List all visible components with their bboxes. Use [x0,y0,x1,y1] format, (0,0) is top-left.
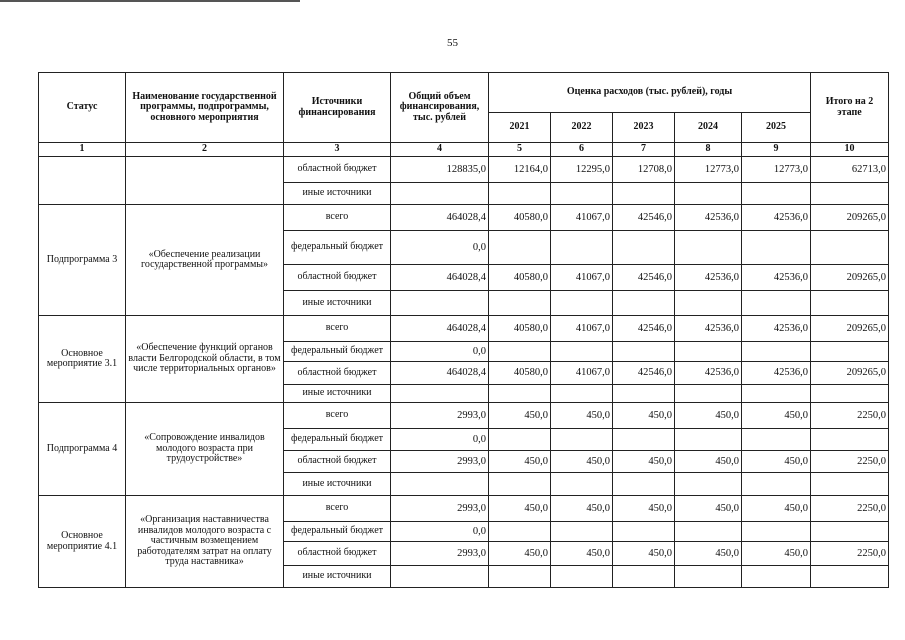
funding-source-cell: всего [284,316,391,342]
column-number: 8 [675,143,742,157]
amount-cell [675,522,742,542]
funding-source-cell: областной бюджет [284,265,391,291]
funding-source-cell: федеральный бюджет [284,429,391,451]
amount-cell: 450,0 [551,403,613,429]
amount-cell: 41067,0 [551,362,613,385]
header-name: Наименование государственной программы, подпрограммы, основного мероприятия [126,73,284,143]
amount-cell: 2993,0 [391,496,489,522]
amount-cell: 450,0 [489,451,551,473]
amount-cell: 464028,4 [391,362,489,385]
funding-source-cell: всего [284,496,391,522]
amount-cell [613,183,675,205]
amount-cell [613,473,675,496]
amount-cell [489,231,551,265]
amount-cell: 209265,0 [811,265,889,291]
amount-cell [742,473,811,496]
table-row [39,316,889,342]
status-cell: Подпрограмма 3 [39,205,126,316]
amount-cell [489,429,551,451]
amount-cell: 40580,0 [489,362,551,385]
header-total: Общий объем финансирования, тыс. рублей [391,73,489,143]
amount-cell: 0,0 [391,429,489,451]
program-name-cell: «Сопровождение инвалидов молодого возраста при трудоустройстве» [126,403,284,496]
amount-cell [551,473,613,496]
amount-cell: 450,0 [675,403,742,429]
funding-source-cell: областной бюджет [284,451,391,473]
amount-cell [551,385,613,403]
column-number: 9 [742,143,811,157]
column-numbers-row [39,143,889,157]
amount-cell [489,473,551,496]
amount-cell [811,385,889,403]
funding-source-cell: иные источники [284,473,391,496]
amount-cell: 2250,0 [811,496,889,522]
amount-cell [811,291,889,316]
column-number: 6 [551,143,613,157]
amount-cell [742,566,811,588]
amount-cell [391,291,489,316]
amount-cell: 450,0 [742,496,811,522]
amount-cell: 450,0 [675,451,742,473]
program-name-cell [126,157,284,205]
funding-source-cell: областной бюджет [284,362,391,385]
column-number: 1 [39,143,126,157]
status-cell: Основное мероприятие 4.1 [39,496,126,588]
header-year: 2022 [551,113,613,143]
amount-cell: 12773,0 [675,157,742,183]
amount-cell: 450,0 [613,403,675,429]
amount-cell: 450,0 [742,403,811,429]
amount-cell [742,231,811,265]
amount-cell [675,291,742,316]
amount-cell [675,231,742,265]
program-name-cell: «Обеспечение реализации государственной программы» [126,205,284,316]
funding-source-cell: областной бюджет [284,542,391,566]
amount-cell: 2250,0 [811,542,889,566]
header-year: 2021 [489,113,551,143]
amount-cell: 42536,0 [742,205,811,231]
amount-cell: 209265,0 [811,316,889,342]
amount-cell [675,385,742,403]
amount-cell: 12773,0 [742,157,811,183]
amount-cell [675,473,742,496]
amount-cell [489,183,551,205]
amount-cell [811,522,889,542]
amount-cell [742,291,811,316]
page-number: 55 [447,37,458,49]
amount-cell: 450,0 [675,542,742,566]
amount-cell: 41067,0 [551,205,613,231]
amount-cell [811,566,889,588]
amount-cell: 42536,0 [675,316,742,342]
amount-cell [742,183,811,205]
amount-cell: 450,0 [551,451,613,473]
amount-cell [613,342,675,362]
amount-cell [613,385,675,403]
amount-cell [391,566,489,588]
amount-cell: 40580,0 [489,205,551,231]
amount-cell [675,183,742,205]
amount-cell [391,385,489,403]
amount-cell: 62713,0 [811,157,889,183]
amount-cell [742,429,811,451]
funding-source-cell: иные источники [284,385,391,403]
amount-cell [742,522,811,542]
amount-cell: 2993,0 [391,403,489,429]
amount-cell: 450,0 [613,542,675,566]
amount-cell [613,231,675,265]
funding-source-cell: федеральный бюджет [284,342,391,362]
column-number: 10 [811,143,889,157]
amount-cell: 464028,4 [391,205,489,231]
amount-cell: 0,0 [391,522,489,542]
funding-source-cell: иные источники [284,291,391,316]
column-number: 7 [613,143,675,157]
amount-cell [551,183,613,205]
amount-cell [551,231,613,265]
status-cell: Подпрограмма 4 [39,403,126,496]
header-row-top [39,73,889,113]
amount-cell: 450,0 [489,403,551,429]
amount-cell [489,385,551,403]
amount-cell [675,429,742,451]
amount-cell: 450,0 [551,542,613,566]
amount-cell: 42536,0 [742,362,811,385]
amount-cell: 464028,4 [391,265,489,291]
amount-cell [675,566,742,588]
amount-cell [489,291,551,316]
header-year: 2023 [613,113,675,143]
amount-cell: 12295,0 [551,157,613,183]
status-cell: Основное мероприятие 3.1 [39,316,126,403]
amount-cell: 450,0 [742,451,811,473]
amount-cell: 2993,0 [391,451,489,473]
amount-cell: 12164,0 [489,157,551,183]
header-status: Статус [39,73,126,143]
amount-cell [551,291,613,316]
status-cell [39,157,126,205]
amount-cell: 2250,0 [811,403,889,429]
funding-source-cell: иные источники [284,566,391,588]
amount-cell: 128835,0 [391,157,489,183]
column-number: 5 [489,143,551,157]
amount-cell [613,522,675,542]
amount-cell: 450,0 [489,542,551,566]
amount-cell: 42546,0 [613,362,675,385]
amount-cell: 41067,0 [551,316,613,342]
amount-cell [811,429,889,451]
amount-cell [391,473,489,496]
amount-cell: 0,0 [391,342,489,362]
amount-cell: 209265,0 [811,205,889,231]
amount-cell [613,566,675,588]
amount-cell: 42546,0 [613,316,675,342]
header-sources: Источники финансирования [284,73,391,143]
amount-cell: 450,0 [675,496,742,522]
amount-cell: 464028,4 [391,316,489,342]
table-row [39,205,889,231]
amount-cell [391,183,489,205]
budget-table [38,72,889,588]
funding-source-cell: областной бюджет [284,157,391,183]
funding-source-cell: федеральный бюджет [284,522,391,542]
amount-cell: 41067,0 [551,265,613,291]
amount-cell: 40580,0 [489,316,551,342]
funding-source-cell: иные источники [284,183,391,205]
amount-cell: 12708,0 [613,157,675,183]
header-year: 2024 [675,113,742,143]
amount-cell: 450,0 [489,496,551,522]
amount-cell [811,473,889,496]
amount-cell: 2993,0 [391,542,489,566]
amount-cell: 42536,0 [675,205,742,231]
top-rule [0,0,300,2]
amount-cell [613,291,675,316]
amount-cell: 42546,0 [613,265,675,291]
column-number: 3 [284,143,391,157]
amount-cell [742,385,811,403]
amount-cell [489,522,551,542]
amount-cell: 450,0 [551,496,613,522]
amount-cell: 42536,0 [742,316,811,342]
amount-cell: 450,0 [613,496,675,522]
amount-cell: 42536,0 [675,265,742,291]
amount-cell [613,429,675,451]
amount-cell: 42536,0 [675,362,742,385]
amount-cell [811,183,889,205]
column-number: 4 [391,143,489,157]
funding-source-cell: федеральный бюджет [284,231,391,265]
funding-source-cell: всего [284,403,391,429]
amount-cell: 42546,0 [613,205,675,231]
table-row [39,403,889,429]
amount-cell [551,566,613,588]
amount-cell [675,342,742,362]
table-row [39,496,889,522]
amount-cell [551,429,613,451]
column-number: 2 [126,143,284,157]
header-estimate: Оценка расходов (тыс. рублей), годы [489,73,811,113]
program-name-cell: «Обеспечение функций органов власти Белгородской области, в том числе территориальных органов» [126,316,284,403]
amount-cell [551,522,613,542]
amount-cell [489,342,551,362]
amount-cell: 2250,0 [811,451,889,473]
funding-source-cell: всего [284,205,391,231]
amount-cell: 450,0 [742,542,811,566]
header-stage-total: Итого на 2 этапе [811,73,889,143]
amount-cell [742,342,811,362]
header-year: 2025 [742,113,811,143]
amount-cell [551,342,613,362]
amount-cell: 0,0 [391,231,489,265]
amount-cell: 42536,0 [742,265,811,291]
amount-cell: 209265,0 [811,362,889,385]
amount-cell [811,342,889,362]
table-row [39,157,889,183]
amount-cell [811,231,889,265]
amount-cell: 40580,0 [489,265,551,291]
amount-cell: 450,0 [613,451,675,473]
program-name-cell: «Организация наставничества инвалидов молодого возраста с частичным возмещением работодателям затрат на оплату труда наставника» [126,496,284,588]
amount-cell [489,566,551,588]
